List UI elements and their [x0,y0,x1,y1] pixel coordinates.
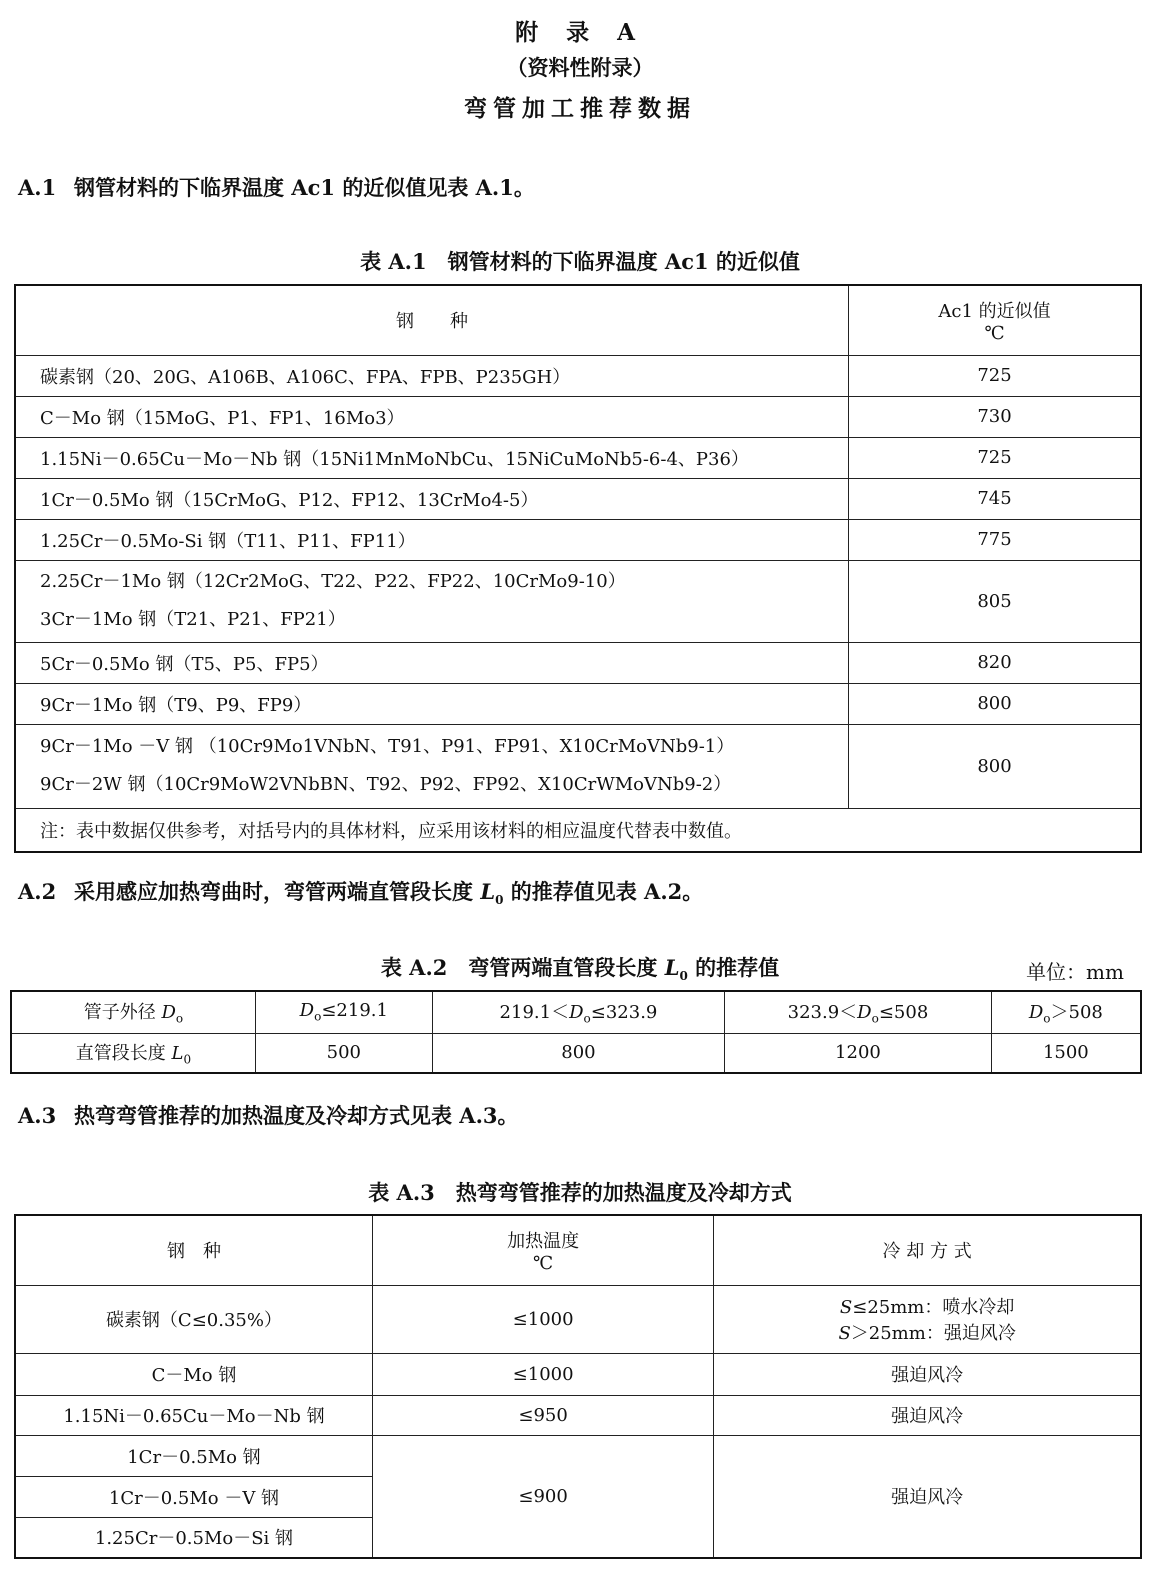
header-temp [372,1215,713,1285]
ac1-value: 800 [849,683,1141,724]
steel-name: 5Cr－0.5Mo 钢（T5、P5、FP5） [15,642,849,683]
row-label-length [11,1033,255,1073]
table-note: 注：表中数据仅供参考，对括号内的具体材料，应采用该材料的相应温度代替表中数值。 [15,808,1141,852]
symbol-s: S [838,1323,851,1344]
label-subscript: o [175,1012,184,1027]
symbol-s: S [839,1297,853,1318]
temp-value: ≤1000 [372,1353,713,1395]
table-row [15,642,1141,683]
table-a3-caption: 表 A.3 热弯弯管推荐的加热温度及冷却方式 [368,1180,792,1205]
section-number: A.2 [18,879,57,904]
steel-name: 碳素钢（C≤0.35%） [15,1285,372,1353]
header-steel: 钢 种 [15,285,849,355]
temp-value: ≤900 [372,1435,713,1558]
table-row [15,437,1141,478]
appendix-heading: 弯管加工推荐数据 [464,95,696,122]
table-row [15,1285,1141,1353]
ac1-value: 745 [849,478,1141,519]
section-number: A.3 [18,1103,57,1128]
header-temp-unit: ℃ [533,1252,554,1274]
table-note-row [15,808,1141,852]
range-subscript: o [1043,1012,1051,1027]
header-cooling: 冷 却 方 式 [714,1215,1141,1285]
caption-symbol: L [664,955,680,980]
table-row [15,519,1141,560]
section-a2 [18,876,703,907]
table-header-row [15,1215,1141,1285]
table-row [15,724,1141,808]
table-row [15,1435,1141,1476]
table-row [15,1395,1141,1435]
table-row [15,396,1141,437]
ac1-value: 725 [849,355,1141,396]
table-row [15,478,1141,519]
steel-name: 9Cr－2W 钢（10Cr9MoW2VNbBN、T92、P92、FP92、X10CrWMoVNb9-2） [40,774,732,795]
range-subscript: o [314,1010,322,1025]
range-post: ≤323.9 [590,1002,658,1024]
temp-value: ≤950 [372,1395,713,1435]
section-text: 采用感应加热弯曲时，弯管两端直管段长度 [74,879,481,904]
table-row [15,683,1141,724]
length-cell: 800 [432,1033,724,1073]
cooling-method: 强迫风冷 [714,1353,1141,1395]
table-header-row [15,285,1141,355]
appendix-type: （资料性附录） [506,55,654,80]
length-cell: 1200 [725,1033,992,1073]
range-cell [432,991,724,1033]
unit-label: 单位：mm [1026,960,1124,984]
row-label-diameter [11,991,255,1033]
steel-name: 1.25Cr－0.5Mo-Si 钢（T11、P11、FP11） [15,519,849,560]
section-a1 [18,172,535,202]
caption-subscript: 0 [679,969,688,984]
section-text: 钢管材料的下临界温度 Ac1 的近似值见表 A.1。 [74,175,535,200]
symbol-l: L [480,879,496,904]
steel-name: 1Cr－0.5Mo 钢（15CrMoG、P12、FP12、13CrMo4-5） [15,478,849,519]
section-text-end: 的推荐值见表 A.2。 [503,879,704,904]
range-subscript: o [583,1012,591,1027]
ac1-value: 725 [849,437,1141,478]
caption-text-end: 的推荐值 [687,955,780,980]
steel-name: 1.25Cr－0.5Mo－Si 钢 [15,1517,372,1558]
steel-name: 1.15Ni－0.65Cu－Mo－Nb 钢 [15,1395,372,1435]
cooling-method: 强迫风冷 [714,1395,1141,1435]
range-pre: 323.9＜ [787,1002,858,1024]
range-post: ≤508 [878,1002,929,1024]
ac1-value: 730 [849,396,1141,437]
range-post: ＞508 [1050,1002,1103,1024]
length-cell: 500 [255,1033,432,1073]
table-row [15,560,1141,642]
table-row [15,355,1141,396]
cooling-method: 强迫风冷 [714,1435,1141,1558]
temp-value: ≤1000 [372,1285,713,1353]
table-a3 [14,1214,1142,1559]
steel-name: 1Cr－0.5Mo －V 钢 [15,1476,372,1517]
caption-text: 表 A.2 弯管两端直管段长度 [380,955,665,980]
steel-name: 9Cr－1Mo 钢（T9、P9、FP9） [15,683,849,724]
cooling-text: ＞25mm：强迫风冷 [850,1323,1016,1344]
range-cell [725,991,992,1033]
range-post: ≤219.1 [321,1000,388,1022]
header-ac1-label: Ac1 的近似值 [938,300,1051,322]
label-text: 管子外径 [83,1002,162,1024]
label-subscript: 0 [183,1052,192,1067]
table-a1-caption: 表 A.1 钢管材料的下临界温度 Ac1 的近似值 [360,249,800,274]
table-row-diameter [11,991,1141,1033]
range-cell [255,991,432,1033]
steel-name: 1Cr－0.5Mo 钢 [15,1435,372,1476]
cooling-method [714,1285,1141,1353]
range-pre: 219.1＜ [499,1002,570,1024]
steel-name: 碳素钢（20、20G、A106B、A106C、FPA、FPB、P235GH） [15,355,849,396]
steel-name: 9Cr－1Mo －V 钢 （10Cr9Mo1VNbN、T91、P91、FP91、X10CrMoVNb9-1） [40,736,735,757]
range-symbol: D [1028,1002,1044,1024]
table-a2 [10,990,1142,1074]
section-a3 [18,1100,519,1130]
cooling-line [722,1293,1132,1319]
cooling-text: ≤25mm：喷水冷却 [852,1297,1015,1318]
header-temp-label: 加热温度 [507,1230,580,1252]
appendix-title: 附 录 A [515,19,645,46]
ac1-value: 800 [849,724,1141,808]
steel-name: 3Cr－1Mo 钢（T21、P21、FP21） [40,609,346,630]
range-symbol: D [857,1002,872,1024]
ac1-value: 775 [849,519,1141,560]
steel-name-group [15,724,849,808]
range-subscript: o [871,1012,879,1027]
steel-name: 2.25Cr－1Mo 钢（12Cr2MoG、T22、P22、FP22、10CrMo9-10） [40,571,626,592]
symbol-subscript: 0 [495,893,504,908]
header-ac1-unit: ℃ [984,322,1005,344]
header-steel: 钢 种 [15,1215,372,1285]
steel-name: 1.15Ni－0.65Cu－Mo－Nb 钢（15Ni1MnMoNbCu、15NiCuMoNb5-6-4、P36） [15,437,849,478]
range-cell [991,991,1141,1033]
label-symbol: D [161,1002,176,1024]
section-text: 热弯弯管推荐的加热温度及冷却方式见表 A.3。 [74,1103,519,1128]
section-number: A.1 [18,175,57,200]
label-text: 直管段长度 [75,1042,172,1064]
ac1-value: 820 [849,642,1141,683]
steel-name: C－Mo 钢（15MoG、P1、FP1、16Mo3） [15,396,849,437]
length-cell: 1500 [991,1033,1141,1073]
range-symbol: D [299,1000,315,1022]
table-row-length [11,1033,1141,1073]
cooling-line [722,1319,1132,1345]
table-a2-caption [0,952,1160,983]
label-symbol: L [171,1042,184,1064]
table-a1 [14,284,1142,853]
steel-name: C－Mo 钢 [15,1353,372,1395]
header-ac1 [849,285,1141,355]
table-row [15,1353,1141,1395]
steel-name-group [15,560,849,642]
ac1-value: 805 [849,560,1141,642]
range-symbol: D [569,1002,584,1024]
